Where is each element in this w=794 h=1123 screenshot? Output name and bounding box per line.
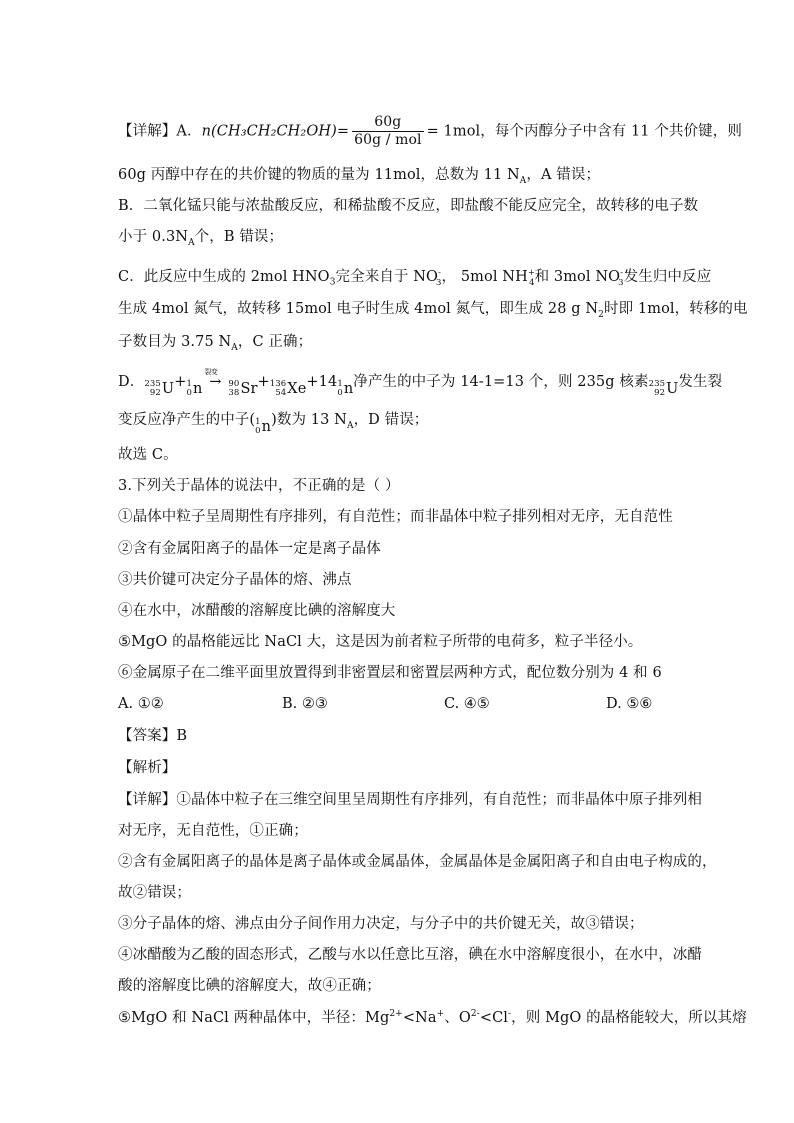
- item-text: ④在水中，冰醋酸的溶解度比碘的溶解度大: [118, 603, 396, 619]
- answer-line: [118, 726, 678, 746]
- detail-line-8-nuclear-equation: D． 235 92 U + 1 0 n 裂变 → 90 38 Sr + 136 54 Xe +14 1 0 n 净产生的中子为 14-1=13 个，则 235g 核素 235 92 U 发生裂: [118, 370, 678, 401]
- text-run: 变反应净产生的中子(: [118, 412, 256, 428]
- text-run: 净产生的中子为 14-1=13 个，则 235g 核素: [353, 374, 649, 390]
- text-run: C．此反应中生成的 2mol HNO: [118, 268, 330, 285]
- text-run: 个，B 错误；: [194, 229, 284, 245]
- detail2-line-5: [118, 914, 678, 934]
- option-a[interactable]: A. ①②: [118, 696, 164, 712]
- nitrate-ion: $NO^-_3$: [413, 268, 442, 288]
- text-run: 时即 1mol，转移的电: [603, 301, 748, 317]
- text-run: 、O: [444, 1010, 471, 1026]
- subscript: A: [519, 175, 527, 186]
- detail-line-9: [118, 408, 678, 439]
- question-item-1: [118, 507, 678, 527]
- item-text: ②含有金属阳离子的晶体一定是离子晶体: [118, 541, 381, 557]
- arrow-label: 裂变: [204, 368, 218, 376]
- subscript: 2: [598, 309, 604, 320]
- analysis-text: 【解析】: [118, 760, 177, 776]
- text-run: 发生归中反应: [623, 268, 712, 285]
- text-run: 完全来自于: [335, 268, 409, 285]
- text-run: )数为 13 N: [271, 412, 347, 428]
- detail2-line-7: [118, 976, 678, 996]
- option-c[interactable]: C. ④⑤: [444, 696, 490, 712]
- text-run: D．: [118, 374, 145, 390]
- superscript: 2-: [470, 1009, 480, 1020]
- text-run: ⑤MgO 和 NaCl 两种晶体中，半径：Mg: [118, 1010, 390, 1026]
- subscript: A: [346, 420, 354, 431]
- nuclide-neutron: 1 0 n: [186, 379, 203, 398]
- detail2-line-3: [118, 852, 717, 872]
- detail2-line-2: [118, 821, 678, 841]
- superscript: +: [436, 1009, 445, 1020]
- text-run: ，每个丙醇分子中含有 11 个共价键，则: [480, 123, 742, 140]
- text-run: ，则 MgO 的晶格能较大，所以其熔: [511, 1010, 747, 1026]
- option-d[interactable]: D. ⑤⑥: [606, 696, 653, 712]
- text-run: ，C 正确；: [237, 334, 313, 350]
- text-run: 和 3mol: [534, 268, 596, 285]
- item-text: ⑤MgO 的晶格能远比 NaCl 大，这是因为前者粒子所带的电荷多，粒子半径小。: [118, 634, 643, 650]
- text-run: ②含有金属阳离子的晶体是离子晶体或金属晶体，金属晶体是金属阳离子和自由电子构成的，: [118, 854, 717, 870]
- text-run: 对无序，无自范性，①正确；: [118, 823, 308, 839]
- text-run: <Cl: [479, 1010, 509, 1026]
- superscript: -: [508, 1009, 512, 1020]
- question-item-4: [118, 601, 678, 621]
- reaction-arrow: 裂变 →: [202, 370, 228, 394]
- detail-line-4: [118, 227, 678, 247]
- text-run: 酸的溶解度比碘的溶解度大，故④正确；: [118, 978, 381, 994]
- detail2-line-6: [118, 945, 702, 965]
- text-run: 小于 0.3N: [118, 229, 189, 245]
- analysis-heading: [118, 758, 678, 778]
- detail2-line-1: [118, 790, 702, 810]
- item-text: ①晶体中粒子呈周期性有序排列，有自范性；而非晶体中粒子排列相对无序，无自范性: [118, 509, 673, 525]
- text-run: 【详解】①晶体中粒子在三维空间里呈周期性有序排列，有自范性；而非晶体中原子排列相: [118, 792, 702, 808]
- nitrate-ion: $NO^-_3$: [595, 268, 624, 288]
- detail-line-2: [118, 165, 678, 185]
- detail-line-1: [118, 114, 742, 149]
- text-run: 60g 丙醇中存在的共价键的物质的量为 11mol，总数为 11 N: [118, 167, 520, 183]
- subscript: A: [188, 237, 195, 248]
- conclusion: 故选 C。: [118, 447, 178, 463]
- detail-line-6: [118, 299, 748, 320]
- text-run: ④冰醋酸为乙酸的固态形式，乙酸与水以任意比互溶，碘在水中溶解度很小，在水中，冰醋: [118, 947, 702, 963]
- detail-line-3: [118, 196, 699, 216]
- detail2-line-4: [118, 883, 678, 903]
- nuclide-xe136: 136 54 Xe: [269, 379, 307, 398]
- answer-text: 【答案】B: [118, 728, 188, 744]
- fraction-numerator: 60g: [352, 114, 423, 132]
- text-run: ，A 错误；: [526, 167, 601, 183]
- detail-label: 【详解】A．: [118, 123, 202, 140]
- subscript: A: [231, 342, 238, 353]
- question-item-3: [118, 570, 678, 590]
- formula-moles: n(CH₃CH₂CH₂OH)=: [201, 123, 350, 140]
- question-item-5: [118, 632, 678, 652]
- text-run: 故②错误；: [118, 885, 191, 901]
- text-run: ③分子晶体的熔、沸点由分子间作用力决定，与分子中的共价键无关，故③错误；: [118, 916, 644, 932]
- item-text: ③共价键可决定分子晶体的熔、沸点: [118, 572, 352, 588]
- text-run: 发生裂: [678, 374, 723, 390]
- nuclide-neutron: 1 0 n: [337, 379, 354, 398]
- question-stem: [118, 476, 678, 496]
- text-run: B．二氧化锰只能与浓盐酸反应，和稀盐酸不反应，即盐酸不能反应完全，故转移的电子数: [118, 198, 699, 214]
- detail-line-10: [118, 445, 678, 465]
- superscript: 2+: [389, 1009, 403, 1020]
- nuclide-sr90: 90 38 Sr: [228, 379, 258, 398]
- text-run: 子数目为 3.75 N: [118, 334, 232, 350]
- question-item-6: [118, 663, 678, 683]
- detail-line-7: [118, 332, 678, 352]
- ammonium-ion: $NH^+_4$: [502, 268, 536, 288]
- fraction-denominator: 60g / mol: [354, 132, 422, 148]
- text-run: ， 5mol: [441, 268, 503, 285]
- nuclide-u235: 235 92 U: [648, 379, 679, 398]
- detail-line-5: [118, 263, 712, 293]
- formula-result: = 1mol: [426, 123, 481, 140]
- nuclide-u235: 235 92 U: [144, 379, 175, 398]
- text-run: <Na: [402, 1010, 437, 1026]
- text-run: ，D 错误；: [353, 412, 429, 428]
- fraction: [352, 114, 423, 149]
- item-text: ⑥金属原子在二维平面里放置得到非密置层和密置层两种方式，配位数分别为 4 和 6: [118, 665, 662, 681]
- nuclide-neutron: 1 0 n: [255, 417, 272, 436]
- option-b[interactable]: B. ②③: [282, 696, 328, 712]
- question-text: 3.下列关于晶体的说法中，不正确的是（ ）: [118, 478, 400, 494]
- text-run: 生成 4mol 氮气，故转移 15mol 电子时生成 4mol 氮气，即生成 28 g N: [118, 301, 599, 317]
- detail2-line-8: [118, 1008, 747, 1028]
- question-item-2: [118, 539, 678, 559]
- subscript: 3: [329, 277, 336, 288]
